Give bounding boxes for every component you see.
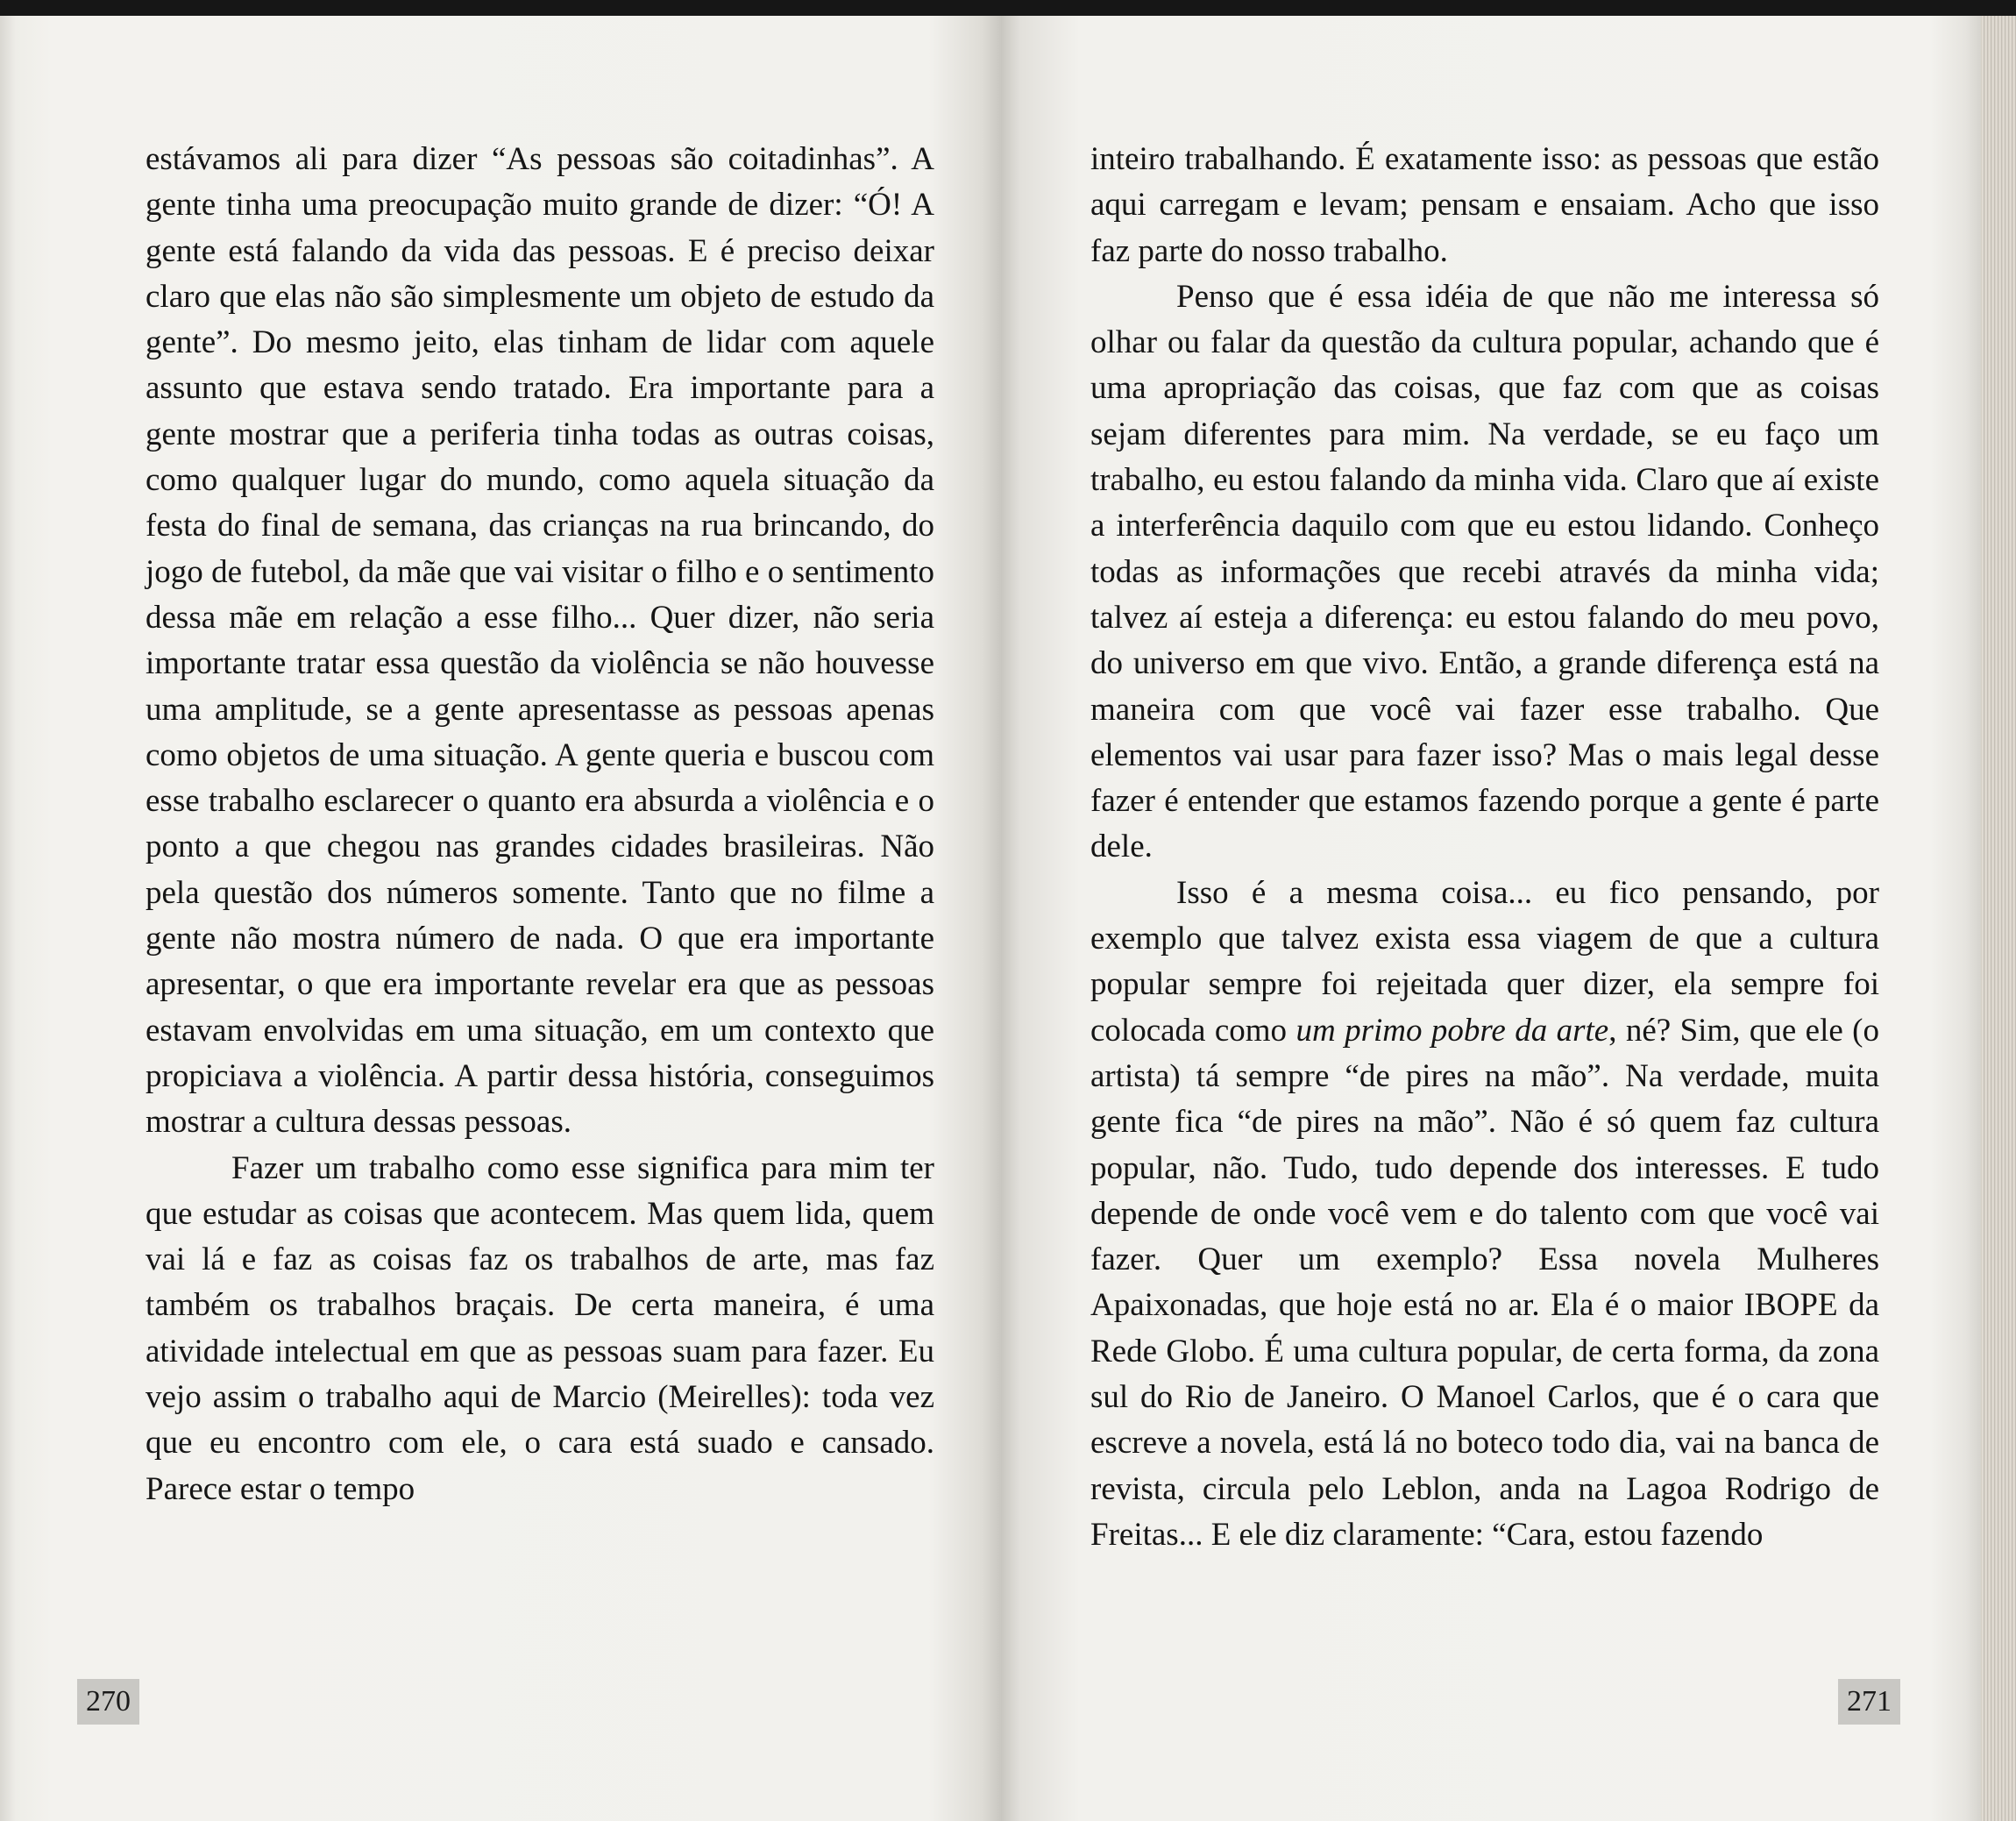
scan-top-border	[0, 0, 2016, 16]
left-paragraph-2: Fazer um trabalho como esse significa para mim ter que estudar as coisas que acontecem. Mas quem lida, quem vai lá e faz as coisas faz os trabalhos de arte, mas faz também os trabalhos braçais. De certa maneira, é uma atividade intelectual em que as pessoas suam para fazer. Eu vejo assim o trabalho aqui de Marcio (Meirelles): toda vez que eu encontro com ele, o cara está suado e cansado. Parece estar o tempo	[146, 1149, 934, 1507]
right-page-body	[1090, 137, 1879, 1558]
left-page-number: 270	[77, 1679, 139, 1725]
right-paragraph-3	[1090, 871, 1879, 1558]
right-paragraph-2: Penso que é essa idéia de que não me interessa só olhar ou falar da questão da cultura popular, achando que é uma apropriação das coisas, que faz com que as coisas sejam diferentes para mim. Na verdade, se eu faço um trabalho, eu estou falando da minha vida. Claro que aí existe a interferência daquilo com que eu estou lidando. Conheço todas as informações que recebi através da minha vida; talvez aí esteja a diferença: eu estou falando do meu povo, do universo em que vivo. Então, a grande diferença está na maneira com que você vai fazer esse trabalho. Que elementos vai usar para fazer isso? Mas o mais legal desse fazer é entender que estamos fazendo porque a gente é parte dele.	[1090, 278, 1879, 865]
right-paragraph-3-italic: um primo pobre da arte	[1295, 1012, 1609, 1049]
right-paragraph-3-start: Isso é a mesma coisa... eu fico pensando, por exemplo que talvez exista essa viagem de que a cultura popular sempre foi rejeitada quer dizer, ela sempre foi colocada como	[1090, 874, 1879, 1049]
left-page	[0, 16, 1001, 1821]
right-paragraph-1: inteiro trabalhando. É exatamente isso: as pessoas que estão aqui carregam e levam; pensam e ensaiam. Acho que isso faz parte do nosso trabalho.	[1090, 141, 1879, 269]
left-paragraph-1: estávamos ali para dizer “As pessoas são coitadinhas”. A gente tinha uma preocupação muito grande de dizer: “Ó! A gente está falando da vida das pessoas. E é preciso deixar claro que elas não são simplesmente um objeto de estudo da gente”. Do mesmo jeito, elas tinham de lidar com aquele assunto que estava sendo tratado. Era importante para a gente mostrar que a periferia tinha todas as outras coisas, como qualquer lugar do mundo, como aquela situação da festa do final de semana, das crianças na rua brincando, do jogo de futebol, da mãe que vai visitar o filho e o sentimento dessa mãe em relação a esse filho... Quer dizer, não seria importante tratar essa questão da violência se não houvesse uma amplitude, se a gente apresentasse as pessoas apenas como objetos de uma situação. A gente queria e buscou com esse trabalho esclarecer o quanto era absurda a violência e o ponto a que chegou nas grandes cidades brasileiras. Não pela questão dos números somente. Tanto que no filme a gente não mostra número de nada. O que era importante apresentar, o que era importante revelar era que as pessoas estavam envolvidas em uma situação, em um contexto que propiciava a violência. A partir dessa história, conseguimos mostrar a cultura dessas pessoas.	[146, 141, 934, 1141]
book-page-edges	[1981, 16, 2016, 1821]
right-paragraph-3-end: , né? Sim, que ele (o artista) tá sempre “de pires na mão”. Na verdade, muita gente fica “de pires na mão”. Não é só quem faz cultura popular, não. Tudo, tudo depende dos interesses. E tudo depende de onde você vem e do talento com que você vai fazer. Quer um exemplo? Essa novela Mulheres Apaixonadas, que hoje está no ar. Ela é o maior IBOPE da Rede Globo. É uma cultura popular, de certa forma, da zona sul do Rio de Janeiro. O Manoel Carlos, que é o cara que escreve a novela, está lá no boteco todo dia, vai na banca de revista, circula pelo Leblon, anda na Lagoa Rodrigo de Freitas... E ele diz claramente: “Cara, estou fazendo	[1090, 1012, 1879, 1553]
right-page	[1001, 16, 1981, 1821]
right-page-number: 271	[1838, 1679, 1900, 1725]
left-page-body	[146, 137, 934, 1512]
